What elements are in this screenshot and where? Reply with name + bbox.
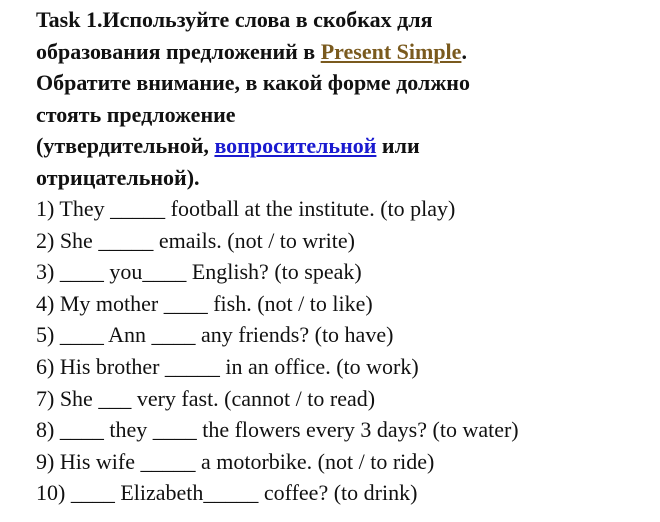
task-line-1: Task 1.Используйте слова в скобках для	[36, 7, 433, 32]
task-instructions	[36, 4, 656, 193]
document	[36, 4, 656, 509]
exercise-item: 2) She _____ emails. (not / to write)	[36, 227, 355, 253]
task-line-5	[36, 130, 656, 162]
task-line-4: стоять предложение	[36, 101, 236, 127]
exercise-item: 1) They _____ football at the institute. (to play)	[36, 196, 456, 221]
task-line-5-text: (утвердительной,	[36, 133, 215, 158]
exercise-item: 3) ____ you____ English? (to speak)	[36, 259, 362, 285]
exercise-item: 4) My mother ____ fish. (not / to like)	[36, 290, 373, 316]
exercise-item: 9) His wife _____ a motorbike. (not / to ride)	[36, 448, 435, 474]
exercise-item: 5) ____ Ann ____ any friends? (to have)	[36, 322, 394, 348]
exercise-item: 8) ____ they ____ the flowers every 3 days? (to water)	[36, 417, 519, 443]
present-simple-link[interactable]: Present Simple	[320, 38, 462, 64]
task-line-2	[36, 36, 656, 68]
task-line-6: отрицательной).	[36, 164, 200, 190]
task-line-3: Обратите внимание, в какой форме должно	[36, 70, 470, 95]
question-form-link[interactable]: вопросительной	[214, 133, 377, 158]
task-line-2-text: образования предложений в	[36, 38, 321, 64]
task-line-5-tail: или	[376, 133, 420, 158]
exercise-item: 6) His brother _____ in an office. (to work)	[36, 353, 419, 379]
task-line-2-period: .	[461, 38, 467, 64]
exercise-item: 10) ____ Elizabeth_____ coffee? (to drink)	[36, 480, 418, 506]
exercise-item: 7) She ___ very fast. (cannot / to read)	[36, 385, 376, 411]
exercise-list	[36, 193, 656, 509]
